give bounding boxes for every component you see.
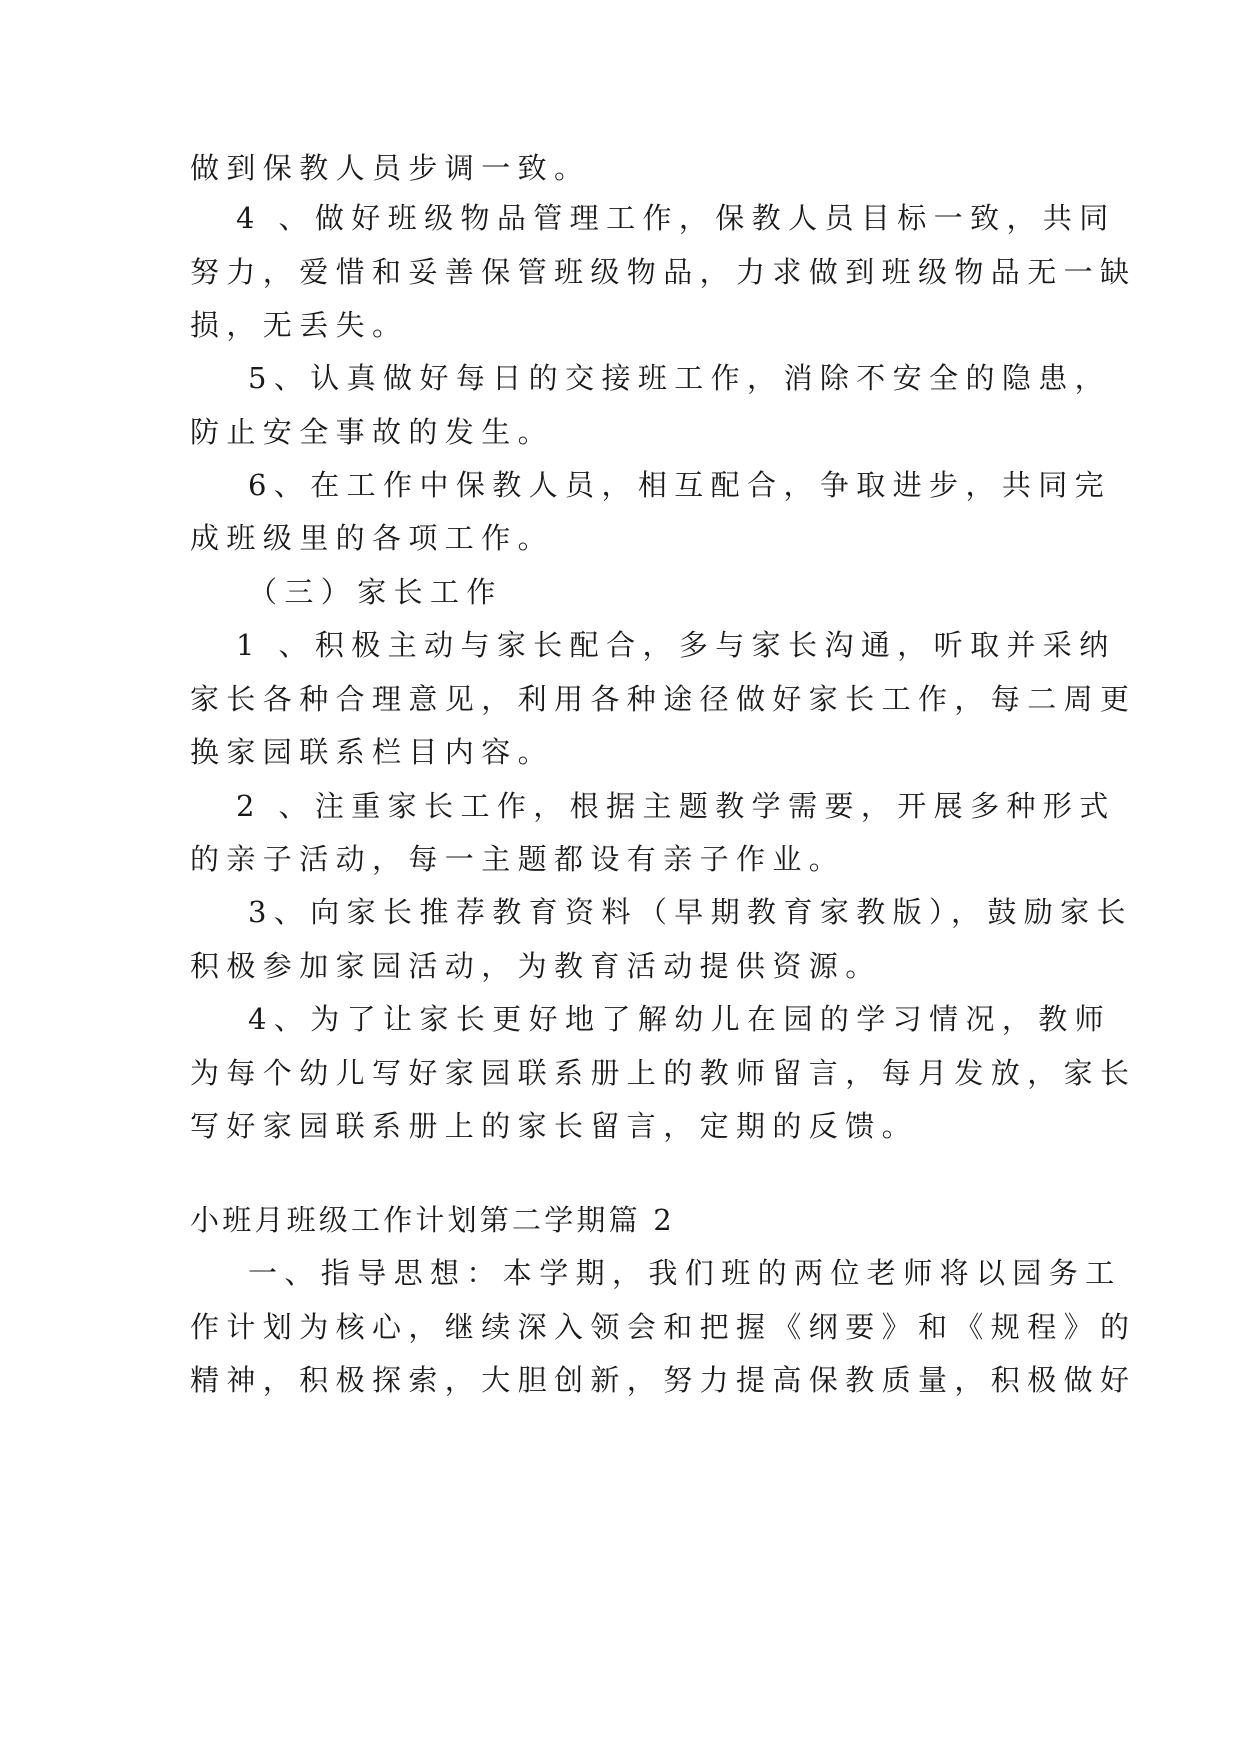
text-line: 4、为了让家长更好地了解幼儿在园的学习情况，教师 — [248, 1002, 1112, 1036]
text-line: 换家园联系栏目内容。 — [190, 735, 555, 769]
text-line: 作计划为核心，继续深入领会和把握《纲要》和《规程》的 — [190, 1310, 1137, 1344]
article-title: 小班月班级工作计划第二学期篇 2 — [190, 1203, 675, 1237]
text-line: 5、认真做好每日的交接班工作，消除不安全的隐患， — [248, 361, 1112, 395]
text-line: 防止安全事故的发生。 — [190, 415, 555, 449]
text-line: 积极参加家园活动，为教育活动提供资源。 — [190, 949, 882, 983]
text-line: 精神，积极探索，大胆创新，努力提高保教质量，积极做好 — [190, 1363, 1137, 1397]
text-line: 写好家园联系册上的家长留言，定期的反馈。 — [190, 1109, 919, 1143]
text-line: 损，无丢失。 — [190, 308, 409, 342]
text-line: 一、指导思想：本学期，我们班的两位老师将以园务工 — [248, 1256, 1122, 1290]
text-line: 2 、注重家长工作，根据主题教学需要，开展多种形式 — [236, 789, 1116, 823]
section-heading: （三）家长工作 — [248, 575, 503, 609]
text-line: 的亲子活动，每一主题都设有亲子作业。 — [190, 842, 846, 876]
text-line: 4 、做好班级物品管理工作，保教人员目标一致，共同 — [236, 201, 1116, 235]
text-line: 成班级里的各项工作。 — [190, 521, 555, 555]
text-line: 家长各种合理意见，利用各种途径做好家长工作，每二周更 — [190, 682, 1137, 716]
text-line: 3、向家长推荐教育资料（早期教育家教版），鼓励家长 — [248, 895, 1133, 929]
text-line: 为每个幼儿写好家园联系册上的教师留言，每月发放，家长 — [190, 1056, 1137, 1090]
text-line: 做到保教人员步调一致。 — [190, 151, 591, 185]
text-line: 1 、积极主动与家长配合，多与家长沟通，听取并采纳 — [236, 628, 1116, 662]
text-line: 6、在工作中保教人员，相互配合，争取进步，共同完 — [248, 468, 1112, 502]
text-line: 努力，爱惜和妥善保管班级物品，力求做到班级物品无一缺 — [190, 255, 1137, 289]
